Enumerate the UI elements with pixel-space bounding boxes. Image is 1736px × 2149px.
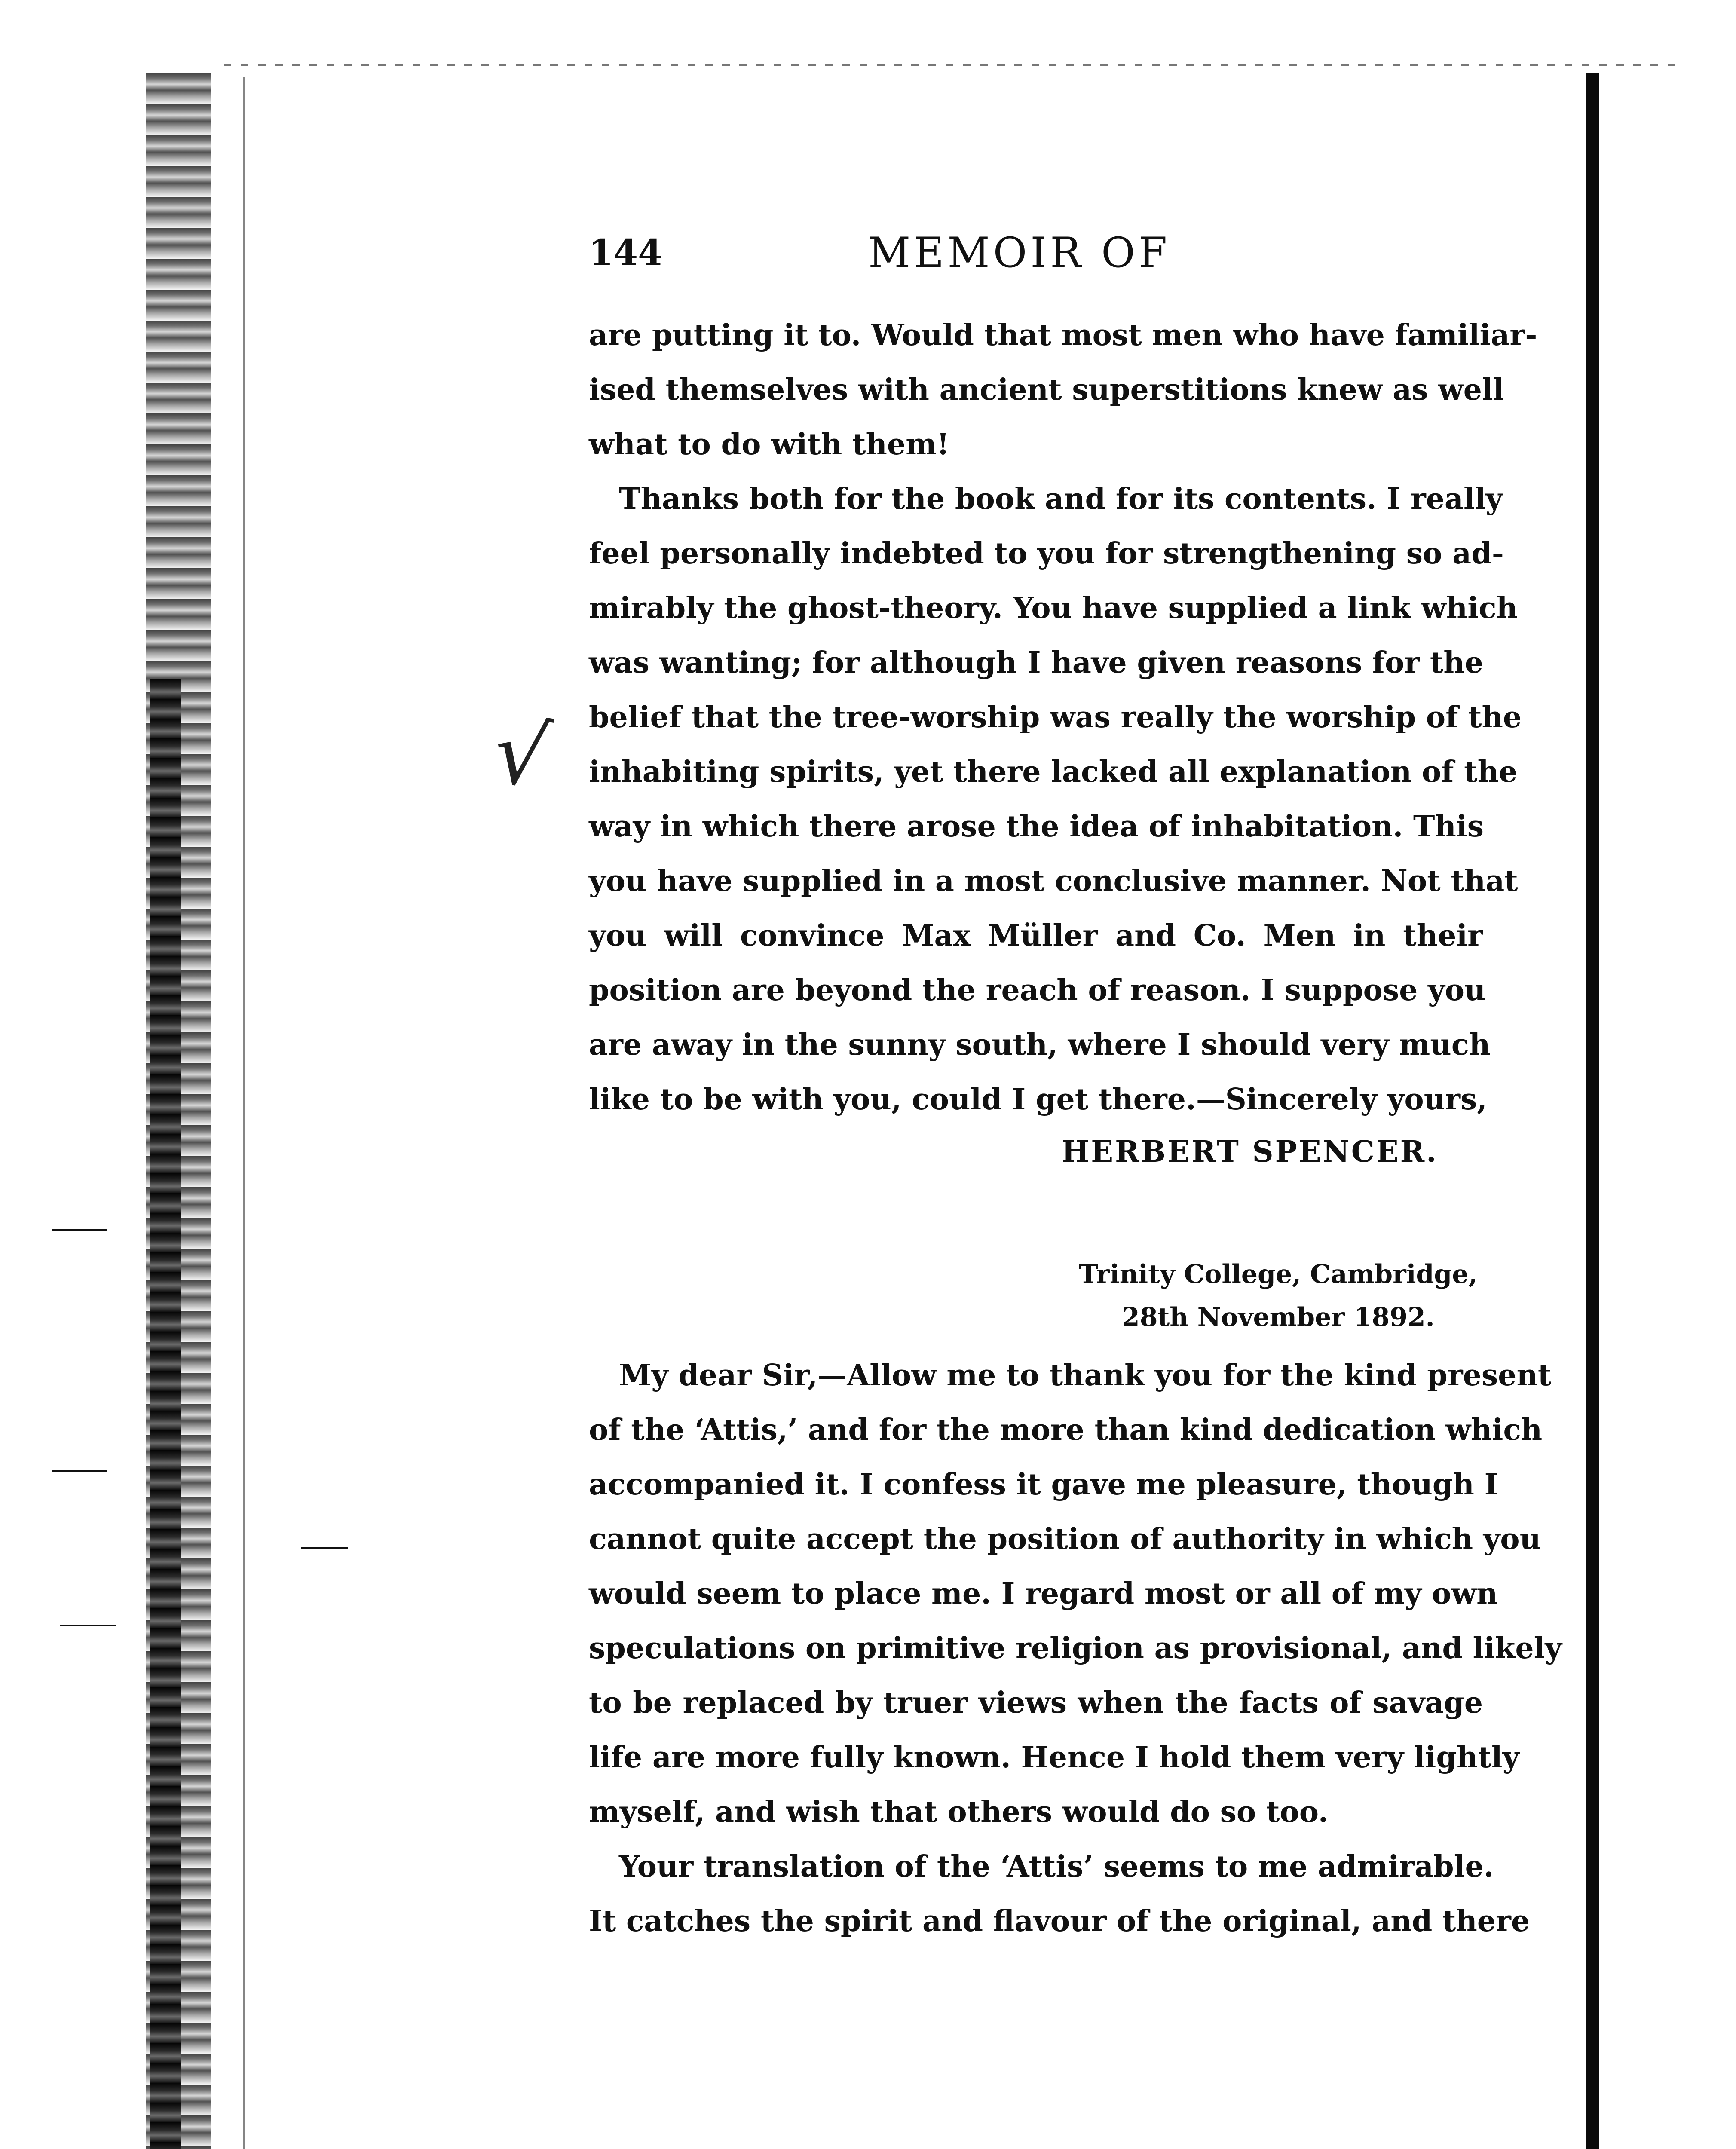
margin-tick: [52, 1229, 107, 1231]
margin-tick: [52, 1470, 107, 1472]
margin-check-mark: √: [487, 701, 556, 808]
scan-top-edge: [224, 64, 1685, 66]
text-line: was wanting; for although I have given reasons for the: [589, 646, 1484, 680]
text-line: you will convince Max Müller and Co. Men in their: [589, 918, 1483, 953]
page-number: 144: [589, 232, 663, 273]
text-line: My dear Sir,—Allow me to thank you for the kind present: [619, 1358, 1552, 1393]
text-line: position are beyond the reach of reason. I suppose you: [589, 973, 1486, 1007]
text-line: inhabiting spirits, yet there lacked all explanation of the: [589, 755, 1518, 789]
text-line: like to be with you, could I get there.—Sincerely yours,: [589, 1082, 1487, 1117]
text-line: Thanks both for the book and for its contents. I really: [619, 482, 1503, 516]
running-title: MEMOIR OF: [868, 229, 1171, 277]
margin-tick: [60, 1625, 116, 1626]
dateline-date: 28th November 1892.: [1122, 1302, 1435, 1332]
margin-tick: [301, 1547, 348, 1549]
text-line: are putting it to. Would that most men who have familiar-: [589, 318, 1537, 352]
text-line: ised themselves with ancient superstitions knew as well: [589, 373, 1504, 407]
dateline-place: Trinity College, Cambridge,: [1079, 1259, 1478, 1289]
text-line: cannot quite accept the position of authority in which you: [589, 1522, 1541, 1556]
text-line: to be replaced by truer views when the facts of savage: [589, 1686, 1483, 1720]
text-line: Your translation of the ‘Attis’ seems to me admirable.: [619, 1849, 1494, 1884]
text-line: life are more fully known. Hence I hold them very lightly: [589, 1740, 1520, 1775]
text-line: you have supplied in a most conclusive manner. Not that: [589, 864, 1518, 898]
scan-binding-dark-band: [150, 679, 181, 2149]
text-line: belief that the tree-worship was really the worship of the: [589, 700, 1522, 735]
text-line: would seem to place me. I regard most or all of my own: [589, 1577, 1498, 1611]
scan-right-border: [1586, 73, 1599, 2149]
text-line: myself, and wish that others would do so too.: [589, 1795, 1329, 1829]
text-line: accompanied it. I confess it gave me pleasure, though I: [589, 1467, 1498, 1502]
text-line: speculations on primitive religion as provisional, and likely: [589, 1631, 1562, 1665]
text-line: It catches the spirit and flavour of the original, and there: [589, 1904, 1530, 1938]
running-head: [589, 229, 1483, 279]
text-line: of the ‘Attis,’ and for the more than kind dedication which: [589, 1413, 1543, 1447]
text-line: what to do with them!: [589, 427, 949, 462]
text-line: feel personally indebted to you for strengthening so ad-: [589, 536, 1504, 571]
text-line: are away in the sunny south, where I should very much: [589, 1028, 1491, 1062]
text-line: way in which there arose the idea of inhabitation. This: [589, 809, 1484, 844]
text-line: mirably the ghost-theory. You have supplied a link which: [589, 591, 1518, 625]
scan-page-edge-line: [243, 77, 245, 2149]
signature: HERBERT SPENCER.: [1062, 1135, 1438, 1169]
